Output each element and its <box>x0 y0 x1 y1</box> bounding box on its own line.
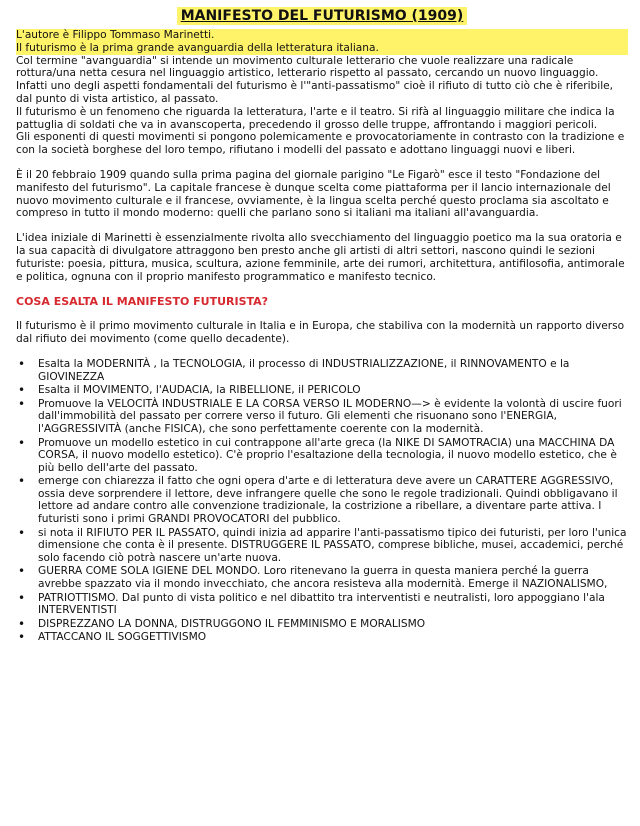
list-item-text: PATRIOTTISMO. Dal punto di vista politico e nel dibattito tra interventisti e neutralisti, loro appoggiano l'ala INTERVENTISTI <box>38 591 605 617</box>
list-item-text: Promuove un modello estetico in cui contrappone all'arte greca (la NIKE DI SAMOTRACIA) una MACCHINA DA CORSA, il nuovo modello estetico). C'è proprio l'esaltazione della tecnologia, il nuovo modello estetico, che è più bello dell'arte del passato. <box>38 436 617 474</box>
intro-line-fenomeno: Il futurismo è un fenomeno che riguarda la letteratura, l'arte e il teatro. Si rifà al linguaggio militare che indica la pattuglia di soldati che va in avanscoperta, precedendo il grosso delle truppe, affrontando i maggiori pericoli. <box>16 105 615 131</box>
list-item <box>16 384 628 397</box>
bullet-icon: • <box>18 474 26 489</box>
intro-line-avanguardia: Il futurismo è la prima grande avanguardia della letteratura italiana. <box>16 42 628 55</box>
bullet-icon: • <box>18 383 26 398</box>
section-heading: COSA ESALTA IL MANIFESTO FUTURISTA? <box>16 295 269 309</box>
paragraph-primo-movimento: Il futurismo è il primo movimento culturale in Italia e in Europa, che stabiliva con la modernità un rapporto diverso dal rifiuto dei movimento (come quello decadente). <box>16 320 625 346</box>
list-item <box>16 631 628 644</box>
title-wrapper <box>16 7 628 25</box>
paragraph-figaro: È il 20 febbraio 1909 quando sulla prima pagina del giornale parigino "Le Figarò" esce il testo "Fondazione del manifesto del futurismo". La capitale francese è dunque scelta come piattaforma per il lancio internazionale del nuovo movimento culturale e il francese, ovviamente, è la lingua scelta perché questo proclama sia ascoltato e compreso in tutto il mondo moderno: quelli che parlano sono si italiani ma italiani all'avanguardia. <box>16 168 611 220</box>
list-item <box>16 565 628 590</box>
paragraph-idea: L'idea iniziale di Marinetti è essenzialmente rivolta allo svecchiamento del linguaggio poetico ma la sua oratoria e la sua capacità di divulgatore attraggono ben presto anche gli artisti di altri settori, nascono quindi le sezioni futuriste: poesia, pittura, musica, scultura, azione femminile, arte dei rumori, architettura, antifilosofia, antimorale e politica, ognuna con il proprio manifesto programmatico e manifesto tecnico. <box>16 232 625 283</box>
list-item <box>16 618 628 631</box>
list-item-text: Promuove la VELOCITÀ INDUSTRIALE E LA CORSA VERSO IL MODERNO—> è evidente la volontà di uscire fuori dall'immobilità del passato per correre verso il futuro. Gli elementi che risuonano sono l'ENERGIA, l'AGGRESSIVITÀ (anche FISICA), che sono perfettamente coerente con la modernità. <box>38 397 622 435</box>
bullet-icon: • <box>18 435 26 450</box>
intro-block <box>16 29 628 157</box>
list-item <box>16 527 628 565</box>
intro-line-esponenti: Gli esponenti di questi movimenti si pongono polemicamente e provocatoriamente in contrasto con la tradizione e con la società borghese del loro tempo, rifiutano i modelli del passato e adottano linguaggi nuovi e liberi. <box>16 131 625 157</box>
list-item-text: GUERRA COME SOLA IGIENE DEL MONDO. Loro ritenevano la guerra in questa maniera perché la guerra avrebbe spazzato via il mondo invecchiato, che ancora resisteva alla modernità. Emerge il NAZIONALISMO, <box>38 565 608 591</box>
list-item-text: si nota il RIFIUTO PER IL PASSATO, quindi inizia ad apparire l'anti-passatismo tipico dei futuristi, per loro l'unica dimensione che conta è il presente. DISTRUGGERE IL PASSATO, comprese bibliche, musei, accademici, perché solo facendo ciò potrà nascere un'arte nuova. <box>38 526 627 564</box>
list-item-text: emerge con chiarezza il fatto che ogni opera d'arte e di letteratura deve avere un CARATTERE AGGRESSIVO, ossia deve sorprendere il lettore, deve infrangere quelle che sono le regole tradizionali. Quindi obbligavano il lettore ad andare contro alle convenzione tradizionale, la costrizione a ribellare, a diventare parte attiva. I futuristi sono i primi GRANDI PROVOCATORI del pubblico. <box>38 475 618 526</box>
document-title: MANIFESTO DEL FUTURISMO (1909) <box>177 7 468 25</box>
bullet-icon: • <box>18 525 26 540</box>
list-item <box>16 358 628 383</box>
list-item-text: DISPREZZANO LA DONNA, DISTRUGGONO IL FEMMINISMO E MORALISMO <box>38 617 426 630</box>
list-item <box>16 398 628 436</box>
bullet-icon: • <box>18 616 26 631</box>
list-item-text: ATTACCANO IL SOGGETTIVISMO <box>38 631 207 644</box>
bullet-icon: • <box>18 564 26 579</box>
list-item <box>16 592 628 617</box>
bullet-icon: • <box>18 630 26 645</box>
list-item <box>16 437 628 475</box>
bullet-icon: • <box>18 356 26 371</box>
list-item-text: Esalta il MOVIMENTO, l'AUDACIA, la RIBELLIONE, il PERICOLO <box>38 384 361 397</box>
intro-line-termine: Col termine "avanguardia" si intende un movimento culturale letterario che vuole realizzare una radicale rottura/una netta cesura nel linguaggio artistico, letterario rispetto al passato, cercando un nuovo linguaggio. Infatti uno degli aspetti fondamentali del futurismo è l'"anti-passatismo" cioè il rifiuto di tutto ciò che è riferibile, dal punto di vista artistico, al passato. <box>16 54 614 105</box>
bullet-list <box>16 358 628 644</box>
bullet-icon: • <box>18 396 26 411</box>
intro-line-author: L'autore è Filippo Tommaso Marinetti. <box>16 29 628 42</box>
bullet-icon: • <box>18 590 26 605</box>
list-item-text: Esalta la MODERNITÀ , la TECNOLOGIA, il processo di INDUSTRIALIZZAZIONE, il RINNOVAMENTO e la GIOVINEZZA <box>38 357 570 383</box>
list-item <box>16 475 628 525</box>
